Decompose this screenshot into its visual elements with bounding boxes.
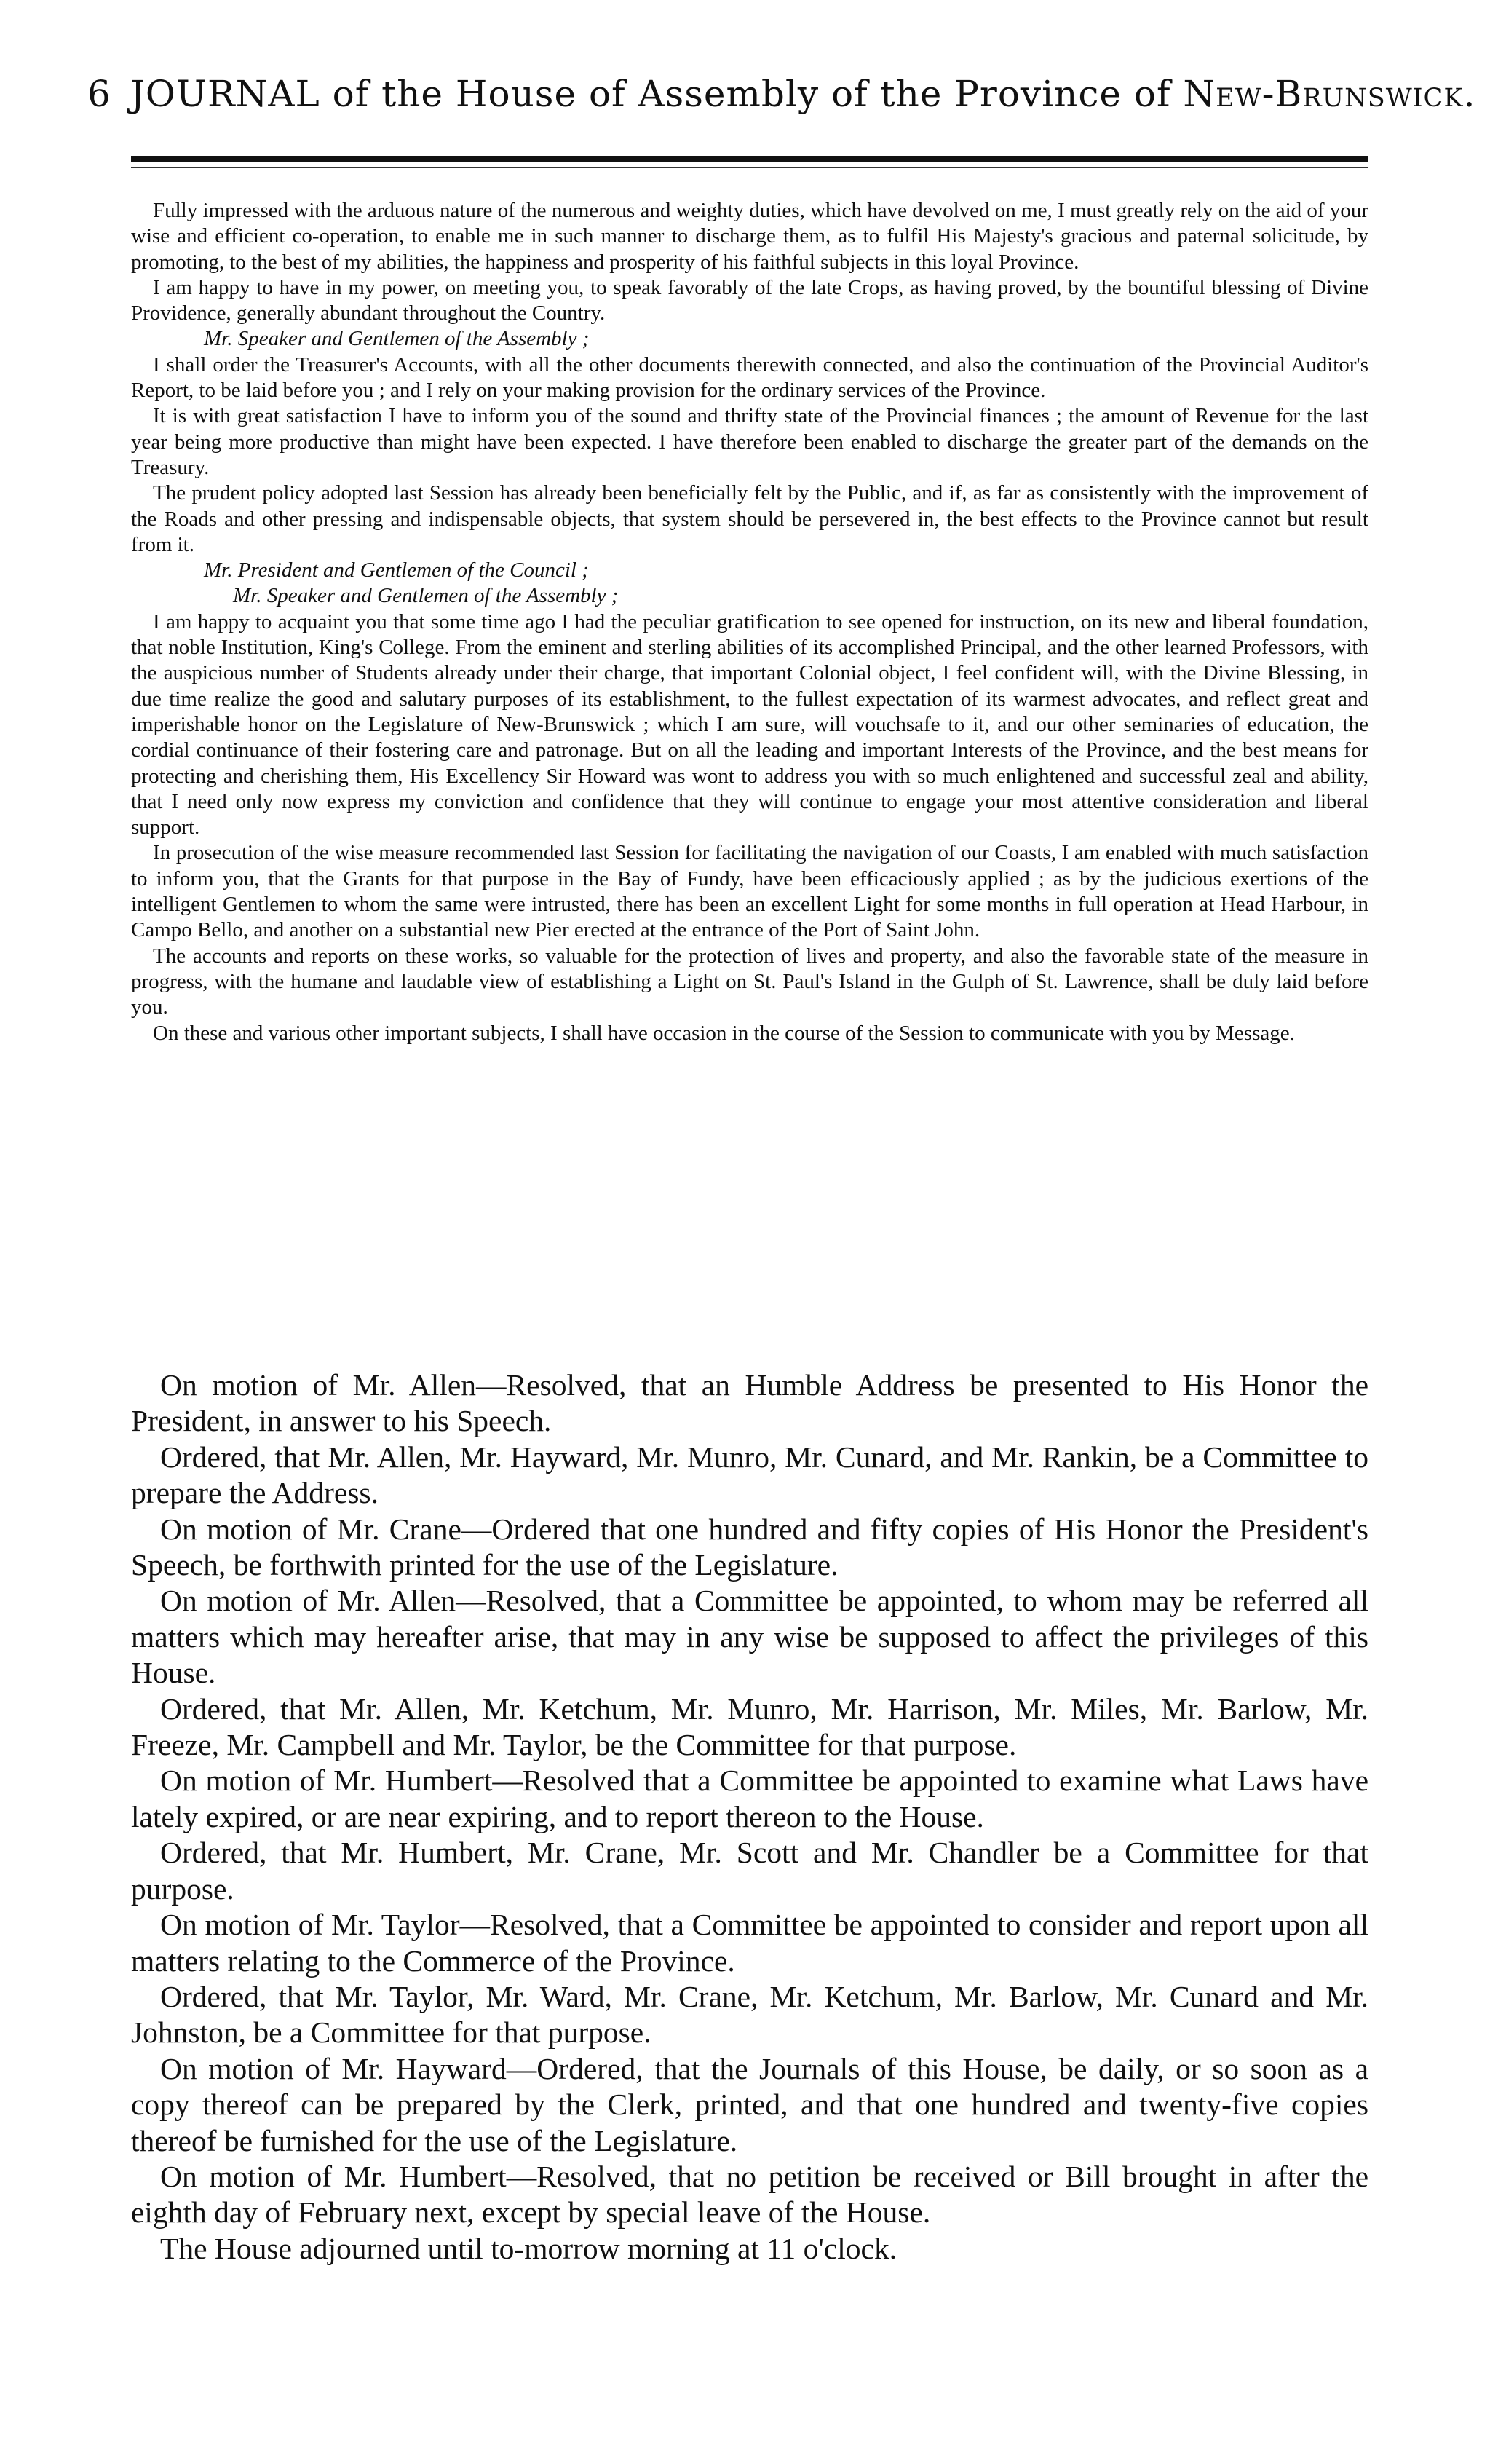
minute-entry: On motion of Mr. Humbert—Resolved that a Committee be appointed to examine what Laws have lately expired, or are near expiring, and to report thereon to the House. [131,1764,1368,1833]
speech-paragraph: I am happy to have in my power, on meeting you, to speak favorably of the late Crops, as having proved, by the bountiful blessing of Divine Providence, generally abundant throughout the Country. [131,275,1368,325]
speech-paragraph: The prudent policy adopted last Session has already been beneficially felt by the Public, and if, as far as consistently with the improvement of the Roads and other pressing and indispensable objects, that system should be persevered in, the best effects to the Province cannot but result from it. [131,481,1368,556]
province-name: New-Brunswick. [1183,73,1476,115]
speech-address: Mr. President and Gentlemen of the Council ; [204,558,589,583]
speech-paragraph: It is with great satisfaction I have to inform you of the sound and thrifty state of the Provincial finances ; the amount of Revenue for the last year being more productive than might have been expected. I have therefore been enabled to discharge the greater part of the demands on the Treasury. [131,404,1368,479]
header-rule-thin [131,167,1368,168]
minute-entry: On motion of Mr. Crane—Ordered that one hundred and fifty copies of His Honor the President's Speech, be forthwith printed for the use of the Legislature. [131,1512,1368,1582]
speech-paragraph: In prosecution of the wise measure recommended last Session for facilitating the navigation of our Coasts, I am enabled with much satisfaction to inform you, that the Grants for that purpose in the Bay of Fundy, have been efficaciously applied ; as by the judicious exertions of the intelligent Gentlemen to whom the same were intrusted, there has been an excellent Light for some months in full operation at Head Harbour, in Campo Bello, and another on a substantial new Pier erected at the entrance of the Port of Saint John. [131,841,1368,942]
speech-paragraph: I shall order the Treasurer's Accounts, with all the other documents therewith connected, and also the continuation of the Provincial Auditor's Report, to be laid before you ; and I rely on your making provision for the ordinary services of the Province. [131,352,1368,403]
minute-entry: On motion of Mr. Allen—Resolved, that a Committee be appointed, to whom may be referred all matters which may hereafter arise, that may in any wise be supposed to affect the privileges of this House. [131,1584,1368,1690]
speech-address: Mr. Speaker and Gentlemen of the Assembly ; [204,327,590,351]
speech-paragraph: On these and various other important subjects, I shall have occasion in the course of the Session to communicate with you by Message. [153,1021,1295,1045]
header-rule-thick [131,156,1368,162]
minute-entry: On motion of Mr. Humbert—Resolved, that no petition be received or Bill brought in after the eighth day of February next, except by special leave of the House. [131,2159,1368,2230]
minute-entry: Ordered, that Mr. Humbert, Mr. Crane, Mr. Scott and Mr. Chandler be a Committee for that purpose. [131,1836,1368,1906]
page-number: 6 [87,73,111,115]
assembly-minutes [131,1367,1368,2267]
speech-paragraph: I am happy to acquaint you that some time ago I had the peculiar gratification to see opened for instruction, on its new and liberal foundation, that noble Institution, King's College. From the eminent and sterling abilities of its accomplished Principal, and the other learned Professors, with the auspicious number of Students already under their charge, that important Colonial object, I feel confident will, with the Divine Blessing, in due time realize the good and salutary purposes of its establishment, to the fullest expectation of its warmest advocates, and reflect great and imperishable honor on the Legislature of New-Brunswick ; which I am sure, will vouchsafe to it, and our other seminaries of education, the cordial continuance of their fostering care and patronage. But on all the leading and important Interests of the Province, and the best means for protecting and cherishing them, His Excellency Sir Howard was wont to address you with so much enlightened and successful zeal and ability, that I need only now express my conviction and confidence that they will continue to engage your most attentive consideration and liberal support. [131,609,1368,840]
journal-title: of the House of Assembly of the Province of [332,73,1171,115]
minute-entry: Ordered, that Mr. Allen, Mr. Ketchum, Mr. Munro, Mr. Harrison, Mr. Miles, Mr. Barlow, Mr. Freeze, Mr. Campbell and Mr. Taylor, be the Committee for that purpose. [131,1691,1368,1762]
minute-entry: The House adjourned until to-morrow morning at 11 o'clock. [160,2231,897,2265]
page-header [87,73,1476,115]
speech-paragraph: The accounts and reports on these works, so valuable for the protection of lives and property, and also the favorable state of the measure in progress, with the humane and laudable view of establishing a Light on St. Paul's Island in the Gulph of St. Lawrence, shall be duly laid before you. [131,944,1368,1019]
minute-entry: On motion of Mr. Allen—Resolved, that an Humble Address be presented to His Honor the President, in answer to his Speech. [131,1368,1368,1438]
minute-entry: On motion of Mr. Hayward—Ordered, that the Journals of this House, be daily, or so soon as a copy thereof can be prepared by the Clerk, printed, and that one hundred and twenty-five copies thereof be furnished for the use of the Legislature. [131,2051,1368,2157]
minute-entry: Ordered, that Mr. Taylor, Mr. Ward, Mr. Crane, Mr. Ketchum, Mr. Barlow, Mr. Cunard and Mr. Johnston, be a Committee for that purpose. [131,1979,1368,2050]
president-speech [131,198,1368,1046]
journal-title-prefix: JOURNAL [130,73,320,115]
minute-entry: On motion of Mr. Taylor—Resolved, that a Committee be appointed to consider and report upon all matters relating to the Commerce of the Province. [131,1908,1368,1978]
speech-paragraph: Fully impressed with the arduous nature of the numerous and weighty duties, which have devolved on me, I must greatly rely on the aid of your wise and efficient co-operation, to enable me in such manner to discharge them, as to fulfil His Majesty's gracious and paternal solicitude, by promoting, to the best of my abilities, the happiness and prosperity of his faithful subjects in this loyal Province. [131,199,1368,274]
speech-address: Mr. Speaker and Gentlemen of the Assembly ; [233,584,619,608]
minute-entry: Ordered, that Mr. Allen, Mr. Hayward, Mr. Munro, Mr. Cunard, and Mr. Rankin, be a Committee to prepare the Address. [131,1440,1368,1510]
